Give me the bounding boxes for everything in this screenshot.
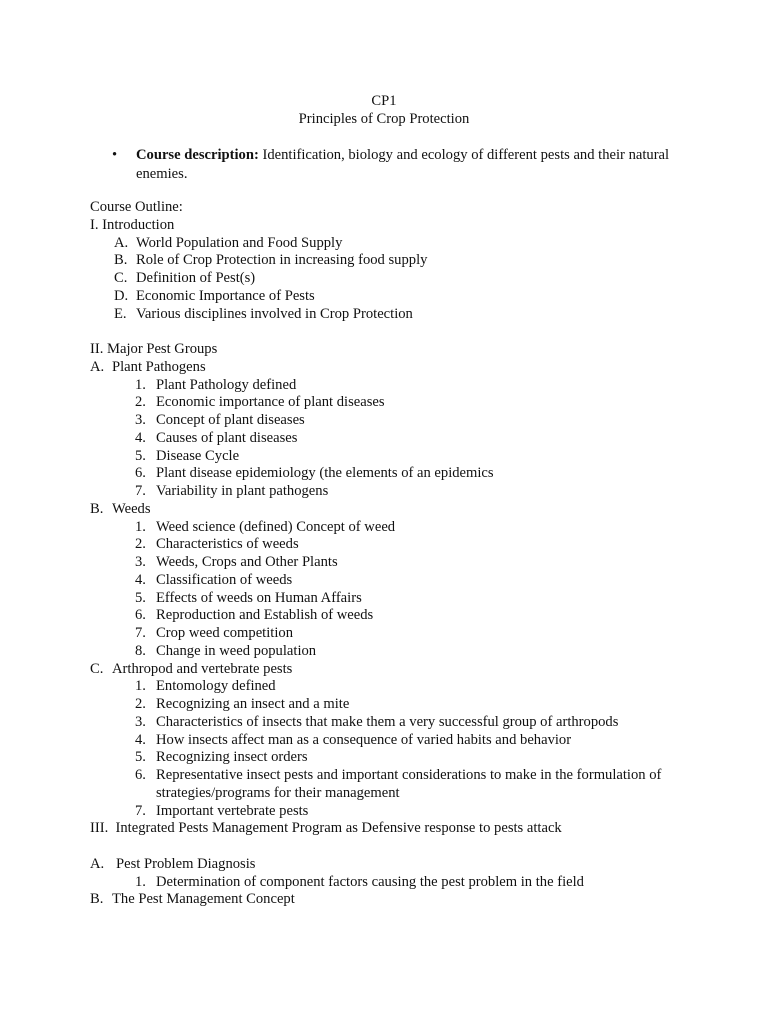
list-item: 4. Causes of plant diseases [135, 429, 298, 446]
list-item: 1. Determination of component factors causing the pest problem in the field [135, 873, 584, 890]
outline-heading: Course Outline: [90, 199, 183, 215]
list-item: 1. Entomology defined [135, 678, 276, 695]
list-item: 5. Disease Cycle [135, 447, 240, 464]
list-item: B. Role of Crop Protection in increasing food supply [114, 252, 428, 269]
course-outline [90, 199, 710, 909]
list-item: 5. Effects of weeds on Human Affairs [135, 589, 362, 606]
section-title: III. Integrated Pests Management Program as Defensive response to pests attack [90, 820, 562, 837]
course-code: CP1 [371, 93, 397, 109]
list-item: 3. Weeds, Crops and Other Plants [135, 554, 338, 570]
bullet-icon: • [112, 147, 118, 163]
spacer [90, 323, 710, 341]
list-item: 2. Characteristics of weeds [135, 536, 299, 553]
list-item: C. Definition of Pest(s) [114, 270, 256, 286]
list-item: 2. Recognizing an insect and a mite [135, 696, 350, 712]
group-title: A. Pest Problem Diagnosis [90, 855, 256, 872]
list-item: 1. Plant Pathology defined [135, 376, 297, 393]
list-item: 4. How insects affect man as a consequence of varied habits and behavior [135, 731, 572, 748]
spacer [90, 838, 710, 856]
list-item: 8. Change in weed population [135, 642, 317, 659]
list-item: A. World Population and Food Supply [114, 234, 343, 251]
list-item: 3. Concept of plant diseases [135, 412, 305, 428]
list-item: 2. Economic importance of plant diseases [135, 394, 385, 411]
list-item: 7. Variability in plant pathogens [135, 483, 329, 499]
list-item: 3. Characteristics of insects that make them a very successful group of arthropods [135, 713, 619, 730]
group-title: A. Plant Pathogens [90, 358, 206, 375]
section-title: I. Introduction [90, 216, 175, 233]
list-item: E. Various disciplines involved in Crop Protection [114, 305, 413, 322]
list-item: 7. Important vertebrate pests [135, 802, 309, 819]
course-description [112, 146, 672, 183]
list-item: 5. Recognizing insect orders [135, 749, 308, 766]
list-item: 6. Reproduction and Establish of weeds [135, 607, 374, 624]
section-title: II. Major Pest Groups [90, 341, 218, 357]
group-title: C. Arthropod and vertebrate pests [90, 660, 293, 677]
description-label: Course description: [136, 147, 259, 163]
list-item: 6. Representative insect pests and important considerations to make in the formulation of strategies/programs for their management [135, 767, 662, 801]
group-title: B. The Pest Management Concept [90, 891, 295, 908]
group-title: B. Weeds [90, 500, 151, 517]
list-item: 1. Weed science (defined) Concept of weed [135, 518, 396, 535]
list-item: D. Economic Importance of Pests [114, 287, 315, 304]
list-item: 4. Classification of weeds [135, 571, 293, 588]
list-item: 7. Crop weed competition [135, 625, 293, 641]
course-title: Principles of Crop Protection [298, 111, 470, 127]
description-text: Identification, biology and ecology of different pests and their natural enemies. [136, 147, 670, 182]
list-item: 6. Plant disease epidemiology (the elements of an epidemics [135, 465, 494, 482]
